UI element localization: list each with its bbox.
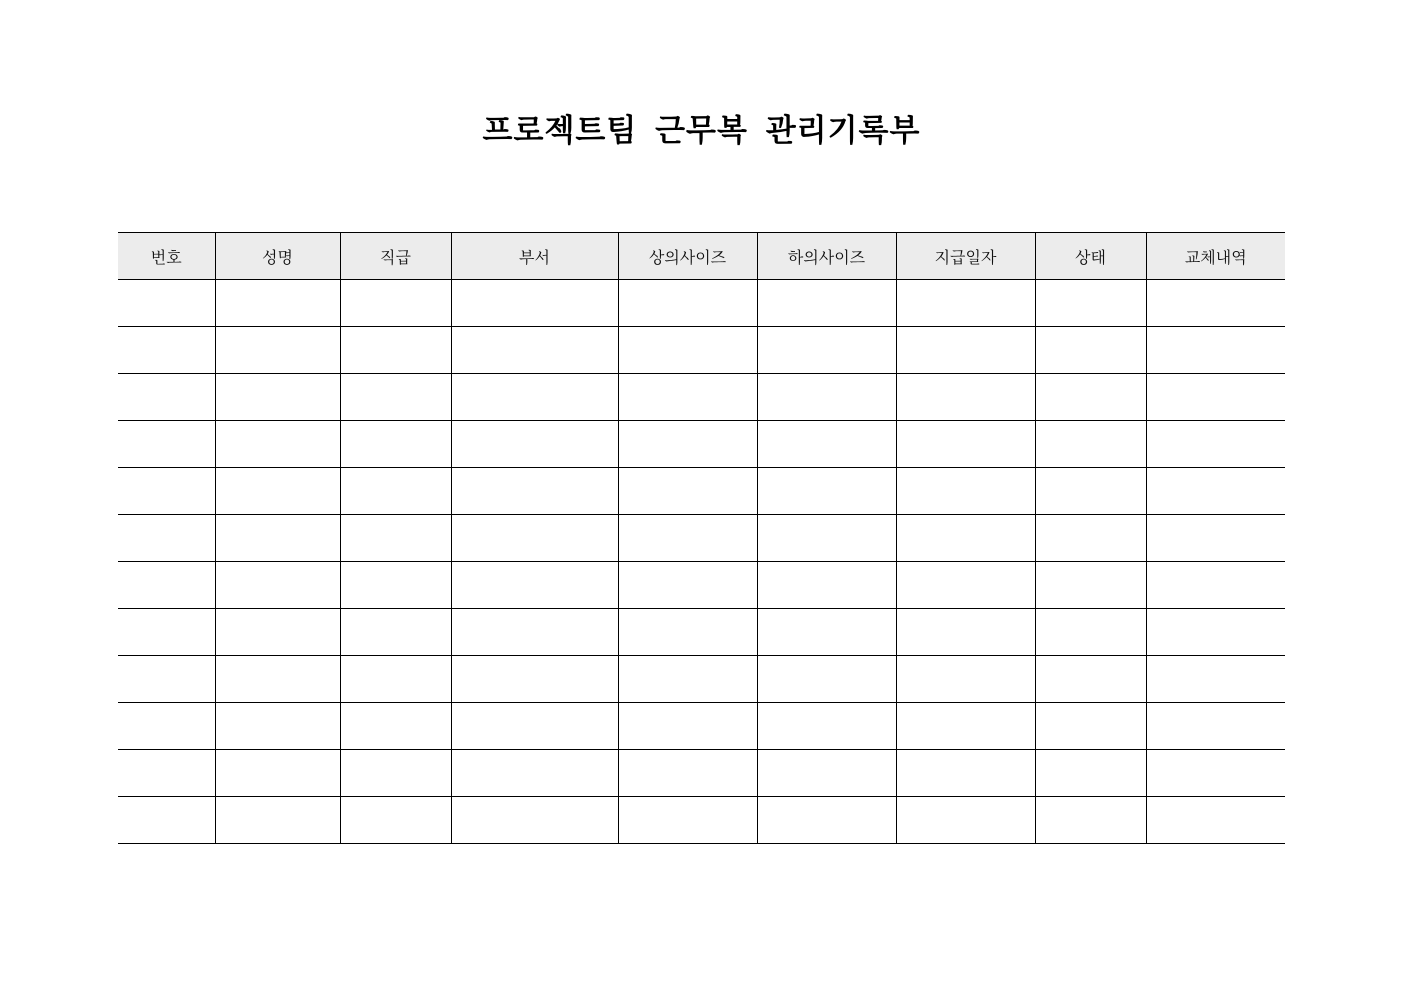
table-cell-replacement-history[interactable] (1146, 327, 1285, 374)
table-cell-position[interactable] (340, 703, 451, 750)
table-cell-department[interactable] (451, 703, 618, 750)
column-header-position: 직급 (340, 233, 451, 280)
table-row (118, 327, 1285, 374)
table-cell-status[interactable] (1035, 421, 1146, 468)
table-cell-status[interactable] (1035, 280, 1146, 327)
table-header-row (118, 233, 1285, 280)
table-cell-number[interactable] (118, 421, 215, 468)
table-cell-bottom-size[interactable] (757, 797, 896, 844)
table-cell-position[interactable] (340, 421, 451, 468)
table-cell-replacement-history[interactable] (1146, 609, 1285, 656)
table-cell-replacement-history[interactable] (1146, 468, 1285, 515)
table-cell-replacement-history[interactable] (1146, 374, 1285, 421)
table-cell-name[interactable] (215, 280, 340, 327)
table-cell-bottom-size[interactable] (757, 562, 896, 609)
table-cell-department[interactable] (451, 656, 618, 703)
table-cell-issue-date[interactable] (896, 703, 1035, 750)
table-cell-bottom-size[interactable] (757, 421, 896, 468)
table-cell-position[interactable] (340, 468, 451, 515)
table-cell-number[interactable] (118, 327, 215, 374)
table-cell-name[interactable] (215, 656, 340, 703)
table-cell-bottom-size[interactable] (757, 656, 896, 703)
column-header-number: 번호 (118, 233, 215, 280)
uniform-register-table (118, 232, 1285, 844)
table-cell-top-size[interactable] (618, 562, 757, 609)
table-row (118, 421, 1285, 468)
table-row (118, 656, 1285, 703)
table-cell-number[interactable] (118, 656, 215, 703)
column-header-status: 상태 (1035, 233, 1146, 280)
table-row (118, 609, 1285, 656)
table-cell-replacement-history[interactable] (1146, 703, 1285, 750)
table-cell-number[interactable] (118, 562, 215, 609)
table-cell-top-size[interactable] (618, 703, 757, 750)
table-body (118, 280, 1285, 844)
table-cell-issue-date[interactable] (896, 374, 1035, 421)
table-cell-top-size[interactable] (618, 421, 757, 468)
table-cell-issue-date[interactable] (896, 609, 1035, 656)
table-cell-top-size[interactable] (618, 280, 757, 327)
table-cell-position[interactable] (340, 374, 451, 421)
table-cell-replacement-history[interactable] (1146, 562, 1285, 609)
table-cell-bottom-size[interactable] (757, 374, 896, 421)
table-cell-name[interactable] (215, 703, 340, 750)
table-cell-number[interactable] (118, 750, 215, 797)
table-cell-department[interactable] (451, 750, 618, 797)
table-cell-top-size[interactable] (618, 797, 757, 844)
column-header-top-size: 상의사이즈 (618, 233, 757, 280)
table-row (118, 750, 1285, 797)
table-cell-status[interactable] (1035, 797, 1146, 844)
table-row (118, 703, 1285, 750)
table-cell-position[interactable] (340, 797, 451, 844)
table-cell-issue-date[interactable] (896, 468, 1035, 515)
table-cell-department[interactable] (451, 468, 618, 515)
table-cell-name[interactable] (215, 327, 340, 374)
table-cell-name[interactable] (215, 797, 340, 844)
table-cell-number[interactable] (118, 703, 215, 750)
table-cell-status[interactable] (1035, 656, 1146, 703)
table-cell-department[interactable] (451, 280, 618, 327)
table-cell-name[interactable] (215, 562, 340, 609)
table-cell-issue-date[interactable] (896, 656, 1035, 703)
table-cell-name[interactable] (215, 515, 340, 562)
table-cell-department[interactable] (451, 515, 618, 562)
table-cell-bottom-size[interactable] (757, 468, 896, 515)
table-cell-issue-date[interactable] (896, 562, 1035, 609)
table-cell-status[interactable] (1035, 515, 1146, 562)
table-cell-position[interactable] (340, 327, 451, 374)
table-cell-top-size[interactable] (618, 468, 757, 515)
table-cell-replacement-history[interactable] (1146, 515, 1285, 562)
table-cell-status[interactable] (1035, 374, 1146, 421)
table-cell-issue-date[interactable] (896, 421, 1035, 468)
table-cell-replacement-history[interactable] (1146, 421, 1285, 468)
table-cell-number[interactable] (118, 797, 215, 844)
table-cell-bottom-size[interactable] (757, 515, 896, 562)
table-cell-bottom-size[interactable] (757, 327, 896, 374)
table-cell-position[interactable] (340, 750, 451, 797)
column-header-bottom-size: 하의사이즈 (757, 233, 896, 280)
table-cell-replacement-history[interactable] (1146, 656, 1285, 703)
table-cell-department[interactable] (451, 374, 618, 421)
table-cell-name[interactable] (215, 374, 340, 421)
table-cell-position[interactable] (340, 515, 451, 562)
column-header-issue-date: 지급일자 (896, 233, 1035, 280)
column-header-replacement-history: 교체내역 (1146, 233, 1285, 280)
table-cell-bottom-size[interactable] (757, 703, 896, 750)
table-cell-position[interactable] (340, 562, 451, 609)
table-cell-issue-date[interactable] (896, 515, 1035, 562)
table-cell-top-size[interactable] (618, 515, 757, 562)
page-title: 프로젝트팀 근무복 관리기록부 (482, 113, 921, 149)
column-header-name: 성명 (215, 233, 340, 280)
table-cell-name[interactable] (215, 468, 340, 515)
table-cell-number[interactable] (118, 515, 215, 562)
table-row (118, 468, 1285, 515)
table-cell-status[interactable] (1035, 703, 1146, 750)
table-cell-department[interactable] (451, 797, 618, 844)
table-row (118, 280, 1285, 327)
table-cell-status[interactable] (1035, 562, 1146, 609)
table-cell-department[interactable] (451, 562, 618, 609)
table-cell-bottom-size[interactable] (757, 750, 896, 797)
table-cell-replacement-history[interactable] (1146, 280, 1285, 327)
table-cell-issue-date[interactable] (896, 327, 1035, 374)
table-cell-department[interactable] (451, 421, 618, 468)
table-cell-issue-date[interactable] (896, 797, 1035, 844)
table-row (118, 515, 1285, 562)
table-cell-status[interactable] (1035, 750, 1146, 797)
table-cell-top-size[interactable] (618, 609, 757, 656)
table-cell-status[interactable] (1035, 468, 1146, 515)
table-cell-position[interactable] (340, 609, 451, 656)
table-cell-name[interactable] (215, 609, 340, 656)
table-cell-position[interactable] (340, 280, 451, 327)
table-cell-name[interactable] (215, 421, 340, 468)
table-cell-number[interactable] (118, 609, 215, 656)
table-cell-issue-date[interactable] (896, 280, 1035, 327)
table-cell-bottom-size[interactable] (757, 609, 896, 656)
table-cell-department[interactable] (451, 609, 618, 656)
table-cell-top-size[interactable] (618, 374, 757, 421)
column-header-department: 부서 (451, 233, 618, 280)
table-row (118, 797, 1285, 844)
table-row (118, 562, 1285, 609)
table-cell-bottom-size[interactable] (757, 280, 896, 327)
table-cell-name[interactable] (215, 750, 340, 797)
table-cell-position[interactable] (340, 656, 451, 703)
table-cell-top-size[interactable] (618, 327, 757, 374)
table-cell-status[interactable] (1035, 327, 1146, 374)
table-cell-number[interactable] (118, 374, 215, 421)
table-cell-replacement-history[interactable] (1146, 750, 1285, 797)
table-cell-issue-date[interactable] (896, 750, 1035, 797)
table-cell-number[interactable] (118, 280, 215, 327)
table-cell-replacement-history[interactable] (1146, 797, 1285, 844)
table-cell-number[interactable] (118, 468, 215, 515)
table-row (118, 374, 1285, 421)
table-cell-department[interactable] (451, 327, 618, 374)
table-cell-status[interactable] (1035, 609, 1146, 656)
table-cell-top-size[interactable] (618, 656, 757, 703)
table-cell-top-size[interactable] (618, 750, 757, 797)
